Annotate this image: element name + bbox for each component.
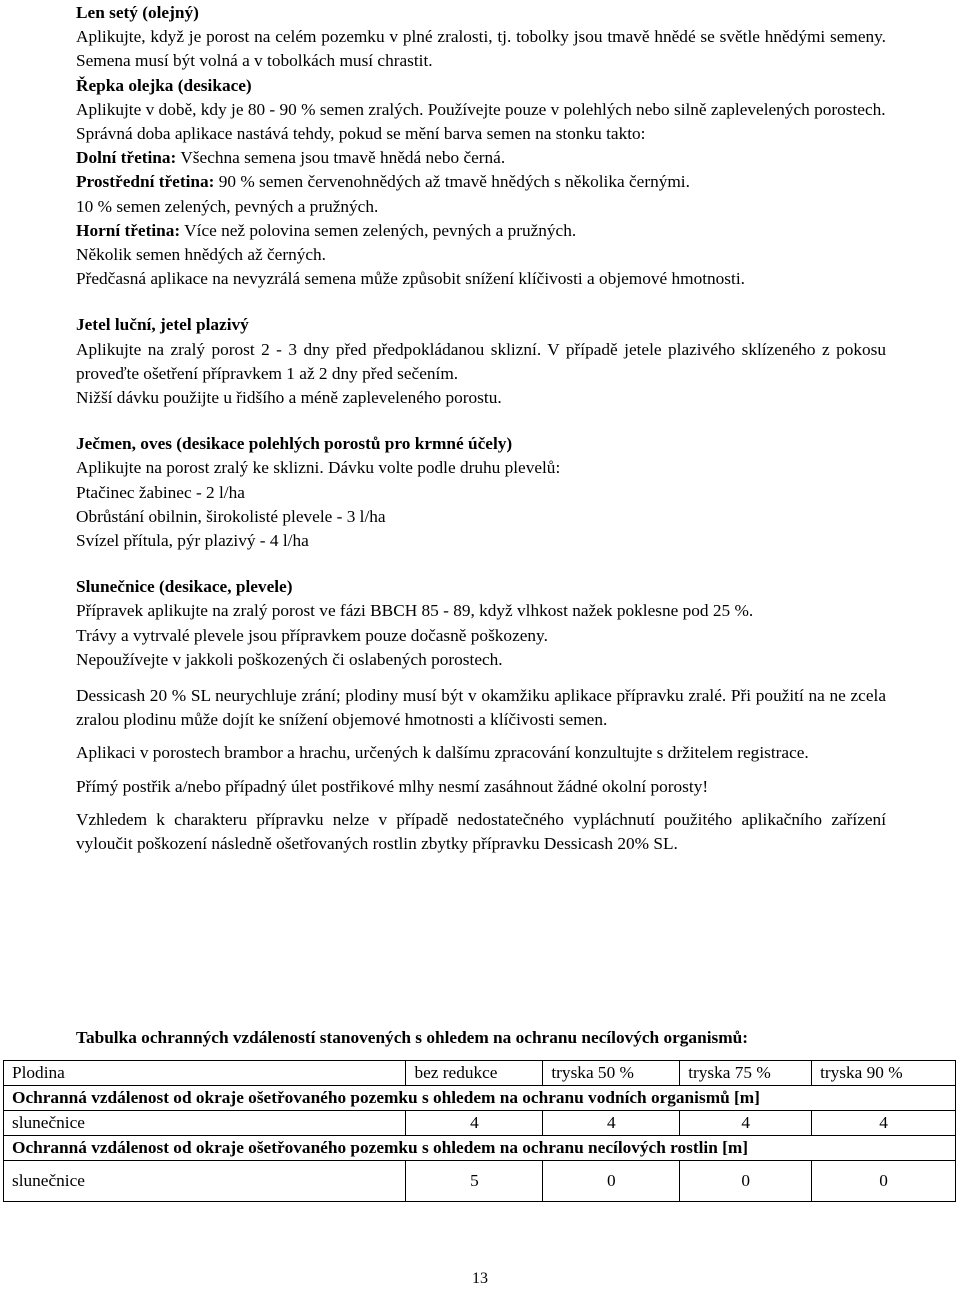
table-header-cell: tryska 90 % (812, 1061, 956, 1086)
paragraph: Několik semen hnědých až černých. (76, 245, 326, 265)
table-section-row (4, 1086, 956, 1111)
document-body (76, 1, 886, 856)
note-paragraph: Vzhledem k charakteru přípravku nelze v případě nedostatečného vypláchnutí použitého aplikačního zařízení vyloučit poškození následně ošetřovaných rostlin zbytky přípravku Dessicash 20% SL. (76, 809, 886, 854)
section-clover (76, 313, 886, 410)
table-header-cell: tryska 50 % (543, 1061, 680, 1086)
page-number: 13 (472, 1270, 488, 1287)
section-barley-oats (76, 432, 886, 553)
paragraph: Prostřední třetina: 90 % semen červenohnědých až tmavě hnědých s několika černými. (76, 172, 690, 192)
table-section-row (4, 1136, 956, 1161)
table-cell: 4 (543, 1111, 680, 1136)
paragraph: Trávy a vytrvalé plevele jsou přípravkem pouze dočasně poškozeny. (76, 625, 548, 645)
paragraph: Nepoužívejte v jakkoli poškozených či oslabených porostech. (76, 649, 503, 669)
non-target-plants-header: Ochranná vzdálenost od okraje ošetřovaného pozemku s ohledem na ochranu necílových rostlin [m] (4, 1136, 956, 1161)
paragraph: Aplikujte na zralý porost 2 - 3 dny před předpokládanou sklizní. V případě jetele plazivého sklízeného z pokosu proveďte ošetření přípravkem 1 až 2 dny před sečením. (76, 339, 886, 383)
table-cell: 4 (812, 1111, 956, 1136)
table-header-cell: bez redukce (406, 1061, 543, 1086)
table-header-cell: tryska 75 % (680, 1061, 812, 1086)
paragraph: Předčasná aplikace na nevyzrálá semena může způsobit snížení klíčivosti a objemové hmotnosti. (76, 269, 745, 289)
paragraph: Obrůstání obilnin, širokolisté plevele - 3 l/ha (76, 506, 386, 526)
section-sunflower (76, 575, 886, 672)
table-cell: 0 (812, 1161, 956, 1202)
paragraph: Aplikujte v době, kdy je 80 - 90 % semen zralých. Používejte pouze v polehlých nebo silně zaplevelených porostech. (76, 99, 886, 119)
section-title: Řepka olejka (desikace) (76, 75, 252, 95)
table-cell: 0 (680, 1161, 812, 1202)
section-flax (76, 1, 886, 74)
table-header-cell: Plodina (4, 1061, 406, 1086)
table-cell-crop: slunečnice (4, 1111, 406, 1136)
note-paragraph: Dessicash 20 % SL neurychluje zrání; plodiny musí být v okamžiku aplikace přípravku zralé. Při použití na ne zcela zralou plodinu může dojít ke snížení objemové hmotnosti a klíčivosti semen. (76, 686, 886, 730)
paragraph: Horní třetina: Více než polovina semen zelených, pevných a pružných. (76, 220, 577, 240)
paragraph: Přípravek aplikujte na zralý porost ve fázi BBCH 85 - 89, když vlhkost nažek poklesne pod 25 %. (76, 601, 754, 621)
table-header-row (4, 1061, 956, 1086)
section-title: Slunečnice (desikace, plevele) (76, 577, 293, 597)
table-cell: 4 (406, 1111, 543, 1136)
section-title: Jetel luční, jetel plazivý (76, 315, 249, 335)
table-cell-crop: slunečnice (4, 1161, 406, 1202)
paragraph: 10 % semen zelených, pevných a pružných. (76, 196, 379, 216)
table-row (4, 1161, 956, 1202)
table-cell: 0 (543, 1161, 680, 1202)
table-cell: 4 (680, 1111, 812, 1136)
paragraph: Aplikujte, když je porost na celém pozemku v plné zralosti, tj. tobolky jsou tmavě hnědé se světle hnědými semeny. Semena musí být volná a v tobolkách musí chrastit. (76, 27, 886, 71)
note-paragraph: Aplikaci v porostech brambor a hrachu, určených k dalšímu zpracování konzultujte s držitelem registrace. (76, 743, 809, 763)
table-cell: 5 (406, 1161, 543, 1202)
water-organisms-header: Ochranná vzdálenost od okraje ošetřovaného pozemku s ohledem na ochranu vodních organismů [m] (4, 1086, 956, 1111)
paragraph: Aplikujte na porost zralý ke sklizni. Dávku volte podle druhu plevelů: (76, 458, 561, 478)
paragraph: Správná doba aplikace nastává tehdy, pokud se mění barva semen na stonku takto: (76, 124, 646, 144)
protection-distance-table (3, 1060, 956, 1202)
section-title: Ječmen, oves (desikace polehlých porostů pro krmné účely) (76, 434, 513, 454)
paragraph: Nižší dávku použijte u řidšího a méně zapleveleného porostu. (76, 388, 502, 408)
paragraph: Svízel přítula, pýr plazivý - 4 l/ha (76, 531, 309, 551)
section-rapeseed (76, 74, 886, 292)
table-title: Tabulka ochranných vzdáleností stanovených s ohledem na ochranu necílových organismů: (76, 1028, 748, 1047)
paragraph: Dolní třetina: Všechna semena jsou tmavě hnědá nebo černá. (76, 148, 506, 168)
section-title: Len setý (olejný) (76, 3, 199, 22)
table-row (4, 1111, 956, 1136)
paragraph: Ptačinec žabinec - 2 l/ha (76, 482, 245, 502)
note-paragraph: Přímý postřik a/nebo případný úlet postřikové mlhy nesmí zasáhnout žádné okolní porosty! (76, 776, 709, 796)
